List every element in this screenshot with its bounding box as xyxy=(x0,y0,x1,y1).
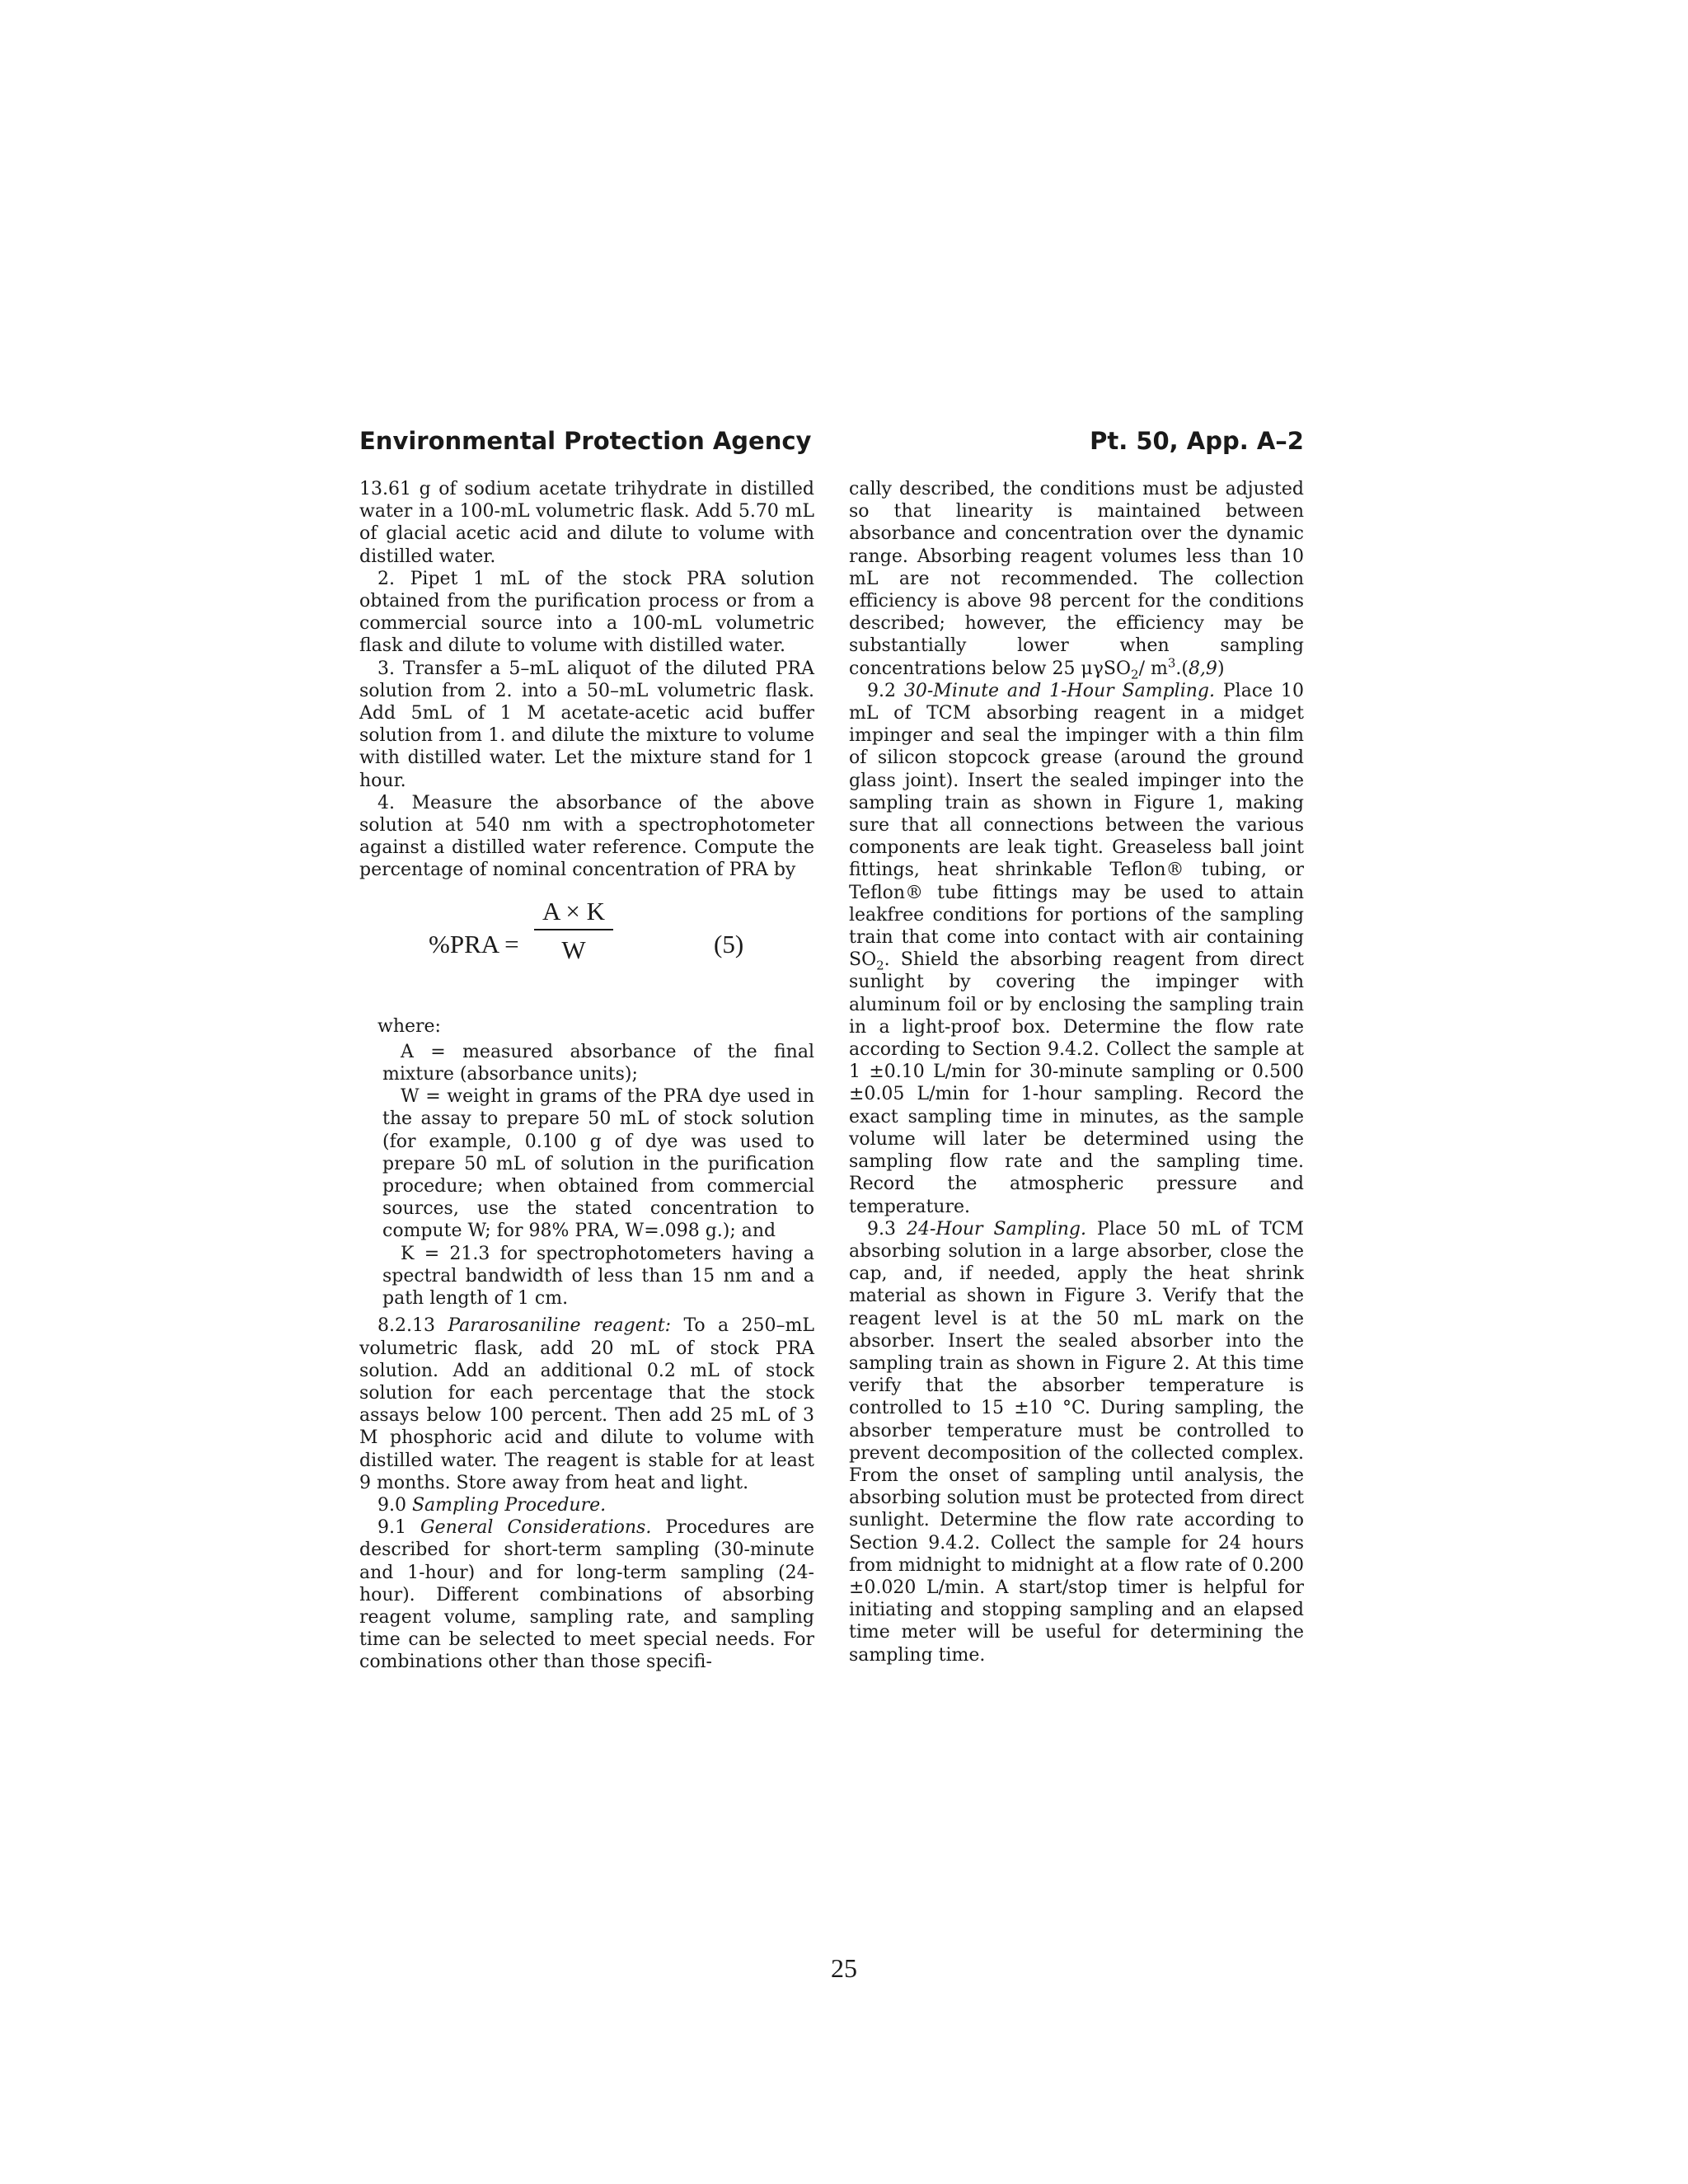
paragraph-step-3: 3. Transfer a 5–mL aliquot of the diluted PRA solution from 2. into a 50–mL volumetric flask. Add 5mL of 1 M acetate-acetic acid buffer solution from 1. and dilute the mixture to volume with distilled water. Let the mixture stand for 1 hour. xyxy=(359,658,814,791)
section-number: 9.2 xyxy=(867,680,904,701)
left-column xyxy=(359,478,814,1674)
paragraph-9-1 xyxy=(359,1516,814,1673)
section-number: 8.2.13 xyxy=(377,1315,448,1337)
equation-5 xyxy=(359,893,814,1009)
text-run: .( xyxy=(1175,658,1189,679)
section-title: General Considerations. xyxy=(420,1517,652,1539)
definition-w: W = weight in grams of the PRA dye used in the assay to prepare 50 mL of stock solution (for example, 0.100 g of dye was used to prepare 50 mL of solution in the purification procedure; when obtained from commercial sources, use the stated concentration to compute W; for 98% PRA, W=.098 g.); and xyxy=(382,1086,814,1242)
paragraph-9-3 xyxy=(849,1218,1304,1666)
section-body: To a 250–mL volumetric flask, add 20 mL of stock PRA solution. Add an additional 0.2 mL of stock solution for each percentage that the stock assays below 100 percent. Then add 25 mL of 3 M phosphoric acid and dilute to volume with distilled water. The reagent is stable for at least 9 months. Store away from heat and light. xyxy=(359,1315,814,1493)
paragraph-step-2: 2. Pipet 1 mL of the stock PRA solution obtained from the purification process or from a commercial source into a 100-mL volumetric flask and dilute to volume with distilled water. xyxy=(359,568,814,657)
definitions-list xyxy=(359,1041,814,1310)
section-body: Place 50 mL of TCM absorbing solution in a large absorber, close the cap, and, if needed, apply the heat shrink material as shown in Figure 3. Verify that the reagent level is at the 50 mL mark on the absorber. Insert the sealed absorber into the sampling train as shown in Figure 2. At this time verify that the absorber temperature is controlled to 15 ±10 °C. During sampling, the absorber temperature must be controlled to prevent decomposition of the collected complex. From the onset of sampling until analysis, the absorbing solution must be protected from direct sunlight. Determine the flow rate according to Section 9.4.2. Collect the sample for 24 hours from midnight to midnight at a flow rate of 0.200 ±0.020 L/min. A start/stop timer is helpful for initiating and stopping sampling and an elapsed time meter will be useful for determining the sampling time. xyxy=(849,1218,1304,1666)
paragraph-step-4: 4. Measure the absorbance of the above solution at 540 nm with a spectrophotometer against a distilled water reference. Compute the percentage of nominal concentration of PRA by xyxy=(359,792,814,881)
text-run: ) xyxy=(1217,658,1225,679)
definition-a: A = measured absorbance of the final mixture (absorbance units); xyxy=(382,1041,814,1085)
section-body: . Shield the absorbing reagent from direct sunlight by covering the impinger with aluminum foil or by enclosing the sampling train in a light-proof box. Determine the flow rate according to Section 9.4.2. Collect the sample at 1 ±0.10 L/min for 30-minute sampling or 0.500 ±0.05 L/min for 1-hour sampling. Record the exact sampling time in minutes, as the sample volume will later be determined using the sampling flow rate and the sampling time. Record the atmospheric pressure and temperature. xyxy=(849,949,1304,1217)
subscript: 2 xyxy=(1131,667,1139,682)
definition-k: K = 21.3 for spectrophotometers having a spectral bandwidth of less than 15 nm and a path length of 1 cm. xyxy=(382,1243,814,1310)
section-number: 9.1 xyxy=(377,1517,420,1539)
section-number: 9.3 xyxy=(867,1218,907,1240)
paragraph-continuation: 13.61 g of sodium acetate trihydrate in distilled water in a 100-mL volumetric flask. Add 5.70 mL of glacial acetic acid and dilute to volume with distilled water. xyxy=(359,479,814,567)
paragraph-9-2 xyxy=(849,680,1304,1218)
equation-denominator: W xyxy=(561,935,586,964)
running-header xyxy=(359,427,1304,463)
section-title: 30-Minute and 1-Hour Sampling. xyxy=(903,680,1215,701)
right-column xyxy=(849,478,1304,1666)
paragraph-continuation xyxy=(849,478,1304,680)
agency-title: Environmental Protection Agency xyxy=(359,427,812,455)
subscript: 2 xyxy=(876,958,884,973)
text-run: / m xyxy=(1138,658,1168,679)
page-number: 25 xyxy=(831,1953,857,1983)
paragraph-9-0 xyxy=(359,1494,814,1516)
where-label: where: xyxy=(377,1015,441,1037)
section-body: Procedures are described for short-term sampling (30-minute and 1-hour) and for long-term sampling (24-hour). Different combinations of absorbing reagent volume, sampling rate, and sampling time can be selected to meet special needs. For combinations other than those specifi- xyxy=(359,1517,814,1673)
section-title: Pararosaniline reagent: xyxy=(448,1315,672,1337)
part-reference: Pt. 50, App. A–2 xyxy=(1090,427,1304,455)
section-body: Place 10 mL of TCM absorbing reagent in a midget impinger and seal the impinger with a thin film of silicon stopcock grease (around the ground glass joint). Insert the sealed impinger into the sampling train as shown in Figure 1, making sure that all connections between the various components are leak tight. Greaseless ball joint fittings, heat shrinkable Teflon® tubing, or Teflon® tube fittings may be used to attain leakfree conditions for portions of the sampling train that come into contact with air containing SO xyxy=(849,680,1305,971)
equation-number: (5) xyxy=(714,929,744,958)
reference-citation: 8,9 xyxy=(1188,658,1217,679)
section-title: Sampling Procedure. xyxy=(411,1494,607,1516)
equation-fraction xyxy=(534,896,613,964)
section-title: 24-Hour Sampling. xyxy=(906,1218,1086,1240)
equation-numerator: A × K xyxy=(534,900,613,930)
section-number: 9.0 xyxy=(377,1494,412,1516)
equation-lhs: %PRA = xyxy=(429,929,519,958)
text-run: cally described, the conditions must be adjusted so that linearity is maintained between absorbance and concentration over the dynamic range. Absorbing reagent volumes less than 10 mL are not recommended. The collection efficiency is above 98 percent for the conditions described; however, the efficiency may be substantially lower when sampling concentrations below 25 μγSO xyxy=(849,479,1304,679)
superscript: 3 xyxy=(1167,655,1176,671)
paragraph-8-2-13 xyxy=(359,1315,814,1494)
